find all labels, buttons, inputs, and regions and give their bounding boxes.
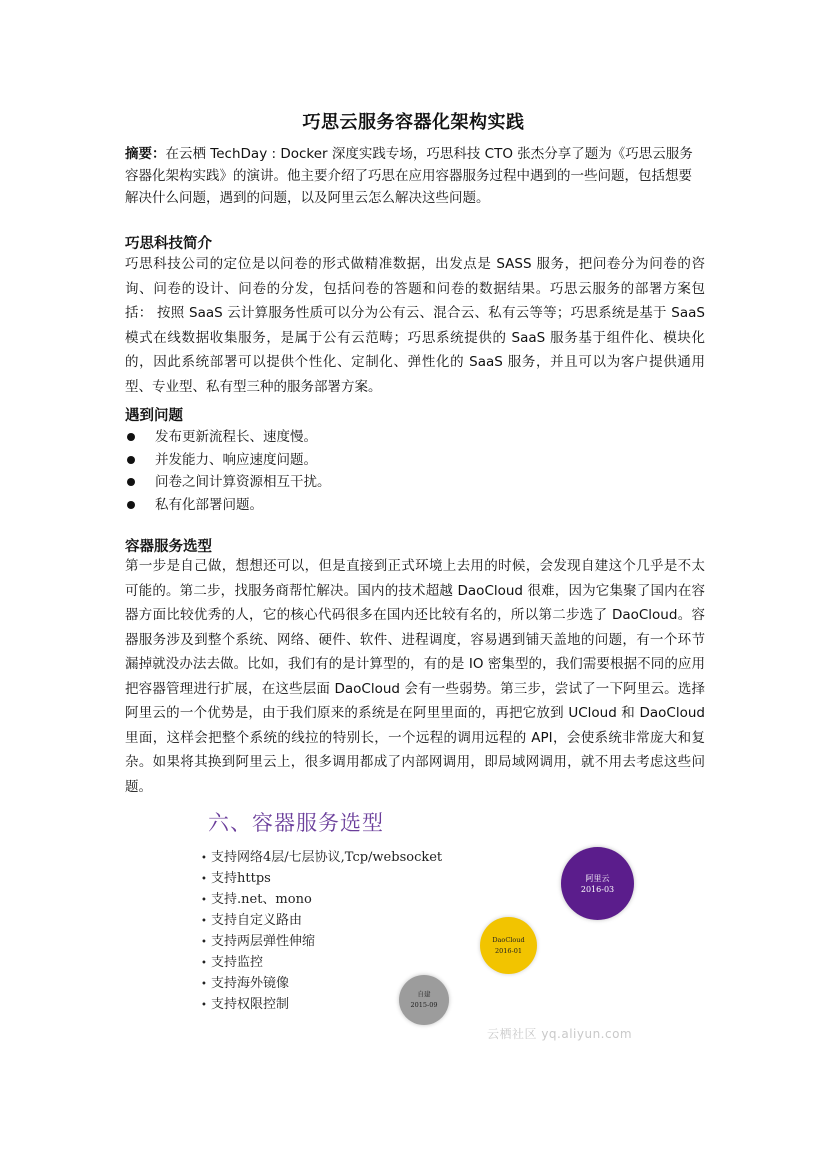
watermark: 云栖社区 yq.aliyun.com: [487, 1027, 633, 1041]
stage-circle-aliyun: [561, 847, 634, 920]
list-item: [125, 471, 331, 494]
feature-text: 支持.net、mono: [211, 892, 312, 907]
list-item-text: 私有化部署问题。: [155, 496, 263, 513]
list-item-text: 发布更新流程长、速度慢。: [155, 429, 317, 445]
list-item: [125, 426, 331, 449]
bullet-dot-icon: [127, 456, 135, 464]
stage-circle-self-built: [399, 975, 449, 1025]
bullet-dot-icon: [127, 433, 135, 441]
stage-date: 2015-09: [410, 1001, 438, 1009]
stage-name: DaoCloud: [492, 935, 525, 944]
document-title: 巧思云服务容器化架构实践: [302, 112, 525, 133]
section-text-intro: 巧思科技公司的定位是以问卷的形式做精准数据，出发点是 SASS 服务，把问卷分为问卷的咨询、问卷的设计、问卷的分发，包括问卷的答题和问卷的数据结果。巧思云服务的部署方案包括： 按照 SaaS 云计算服务性质可以分为公有云、混合云、私有云等等；巧思系统是基于 SaaS 模式在线数据收集服务，是属于公有云范畴；巧思系统提供的 SaaS 服务基于组件化、模块化的，因此系统部署可以提供个性化、定制化、弹性化的 SaaS 服务，并且可以为客户提供通用型、专业型、私有型三种的服务部署方案。: [125, 256, 705, 395]
bullet-dot-icon: [127, 478, 135, 486]
abstract-paragraph: [125, 143, 705, 209]
list-item: [201, 910, 442, 931]
bullet-icon: •: [201, 874, 207, 885]
list-item: [125, 494, 331, 517]
list-item: [201, 952, 442, 973]
feature-text: 支持权限控制: [211, 997, 290, 1012]
list-item-text: 并发能力、响应速度问题。: [155, 451, 317, 468]
problems-list: [125, 426, 331, 516]
bullet-icon: •: [201, 1000, 207, 1011]
bullet-icon: •: [201, 916, 207, 927]
section-heading-problems: 遇到问题: [125, 408, 183, 424]
list-item: [201, 868, 442, 889]
bullet-icon: •: [201, 979, 207, 990]
slide-image: [195, 795, 675, 1050]
feature-text: 支持https: [211, 871, 271, 886]
section-heading-selection: 容器服务选型: [125, 539, 212, 555]
section-heading-intro: 巧思科技简介: [125, 236, 212, 252]
list-item-text: 问卷之间计算资源相互干扰。: [155, 474, 331, 490]
list-item: [201, 931, 442, 952]
stage-date: 2016-03: [580, 884, 615, 894]
bullet-icon: •: [201, 853, 207, 864]
list-item: [201, 847, 442, 868]
abstract-label: 摘要：: [125, 146, 166, 162]
abstract-text: 在云栖 TechDay : Docker 深度实践专场，巧思科技 CTO 张杰分享了题为《巧思云服务容器化架构实践》的演讲。他主要介绍了巧思在应用容器服务过程中遇到的一些问题，包括想要解决什么问题，遇到的问题，以及阿里云怎么解决这些问题。: [125, 146, 693, 206]
stage-name: 阿里云: [585, 873, 610, 883]
feature-text: 支持两层弹性伸缩: [211, 934, 316, 949]
section-text-selection: 第一步是自己做，想想还可以，但是直接到正式环境上去用的时候，会发现自建这个几乎是不太可能的。第二步，找服务商帮忙解决。国内的技术超越 DaoCloud 很难，因为它集聚了国内在容器方面比较优秀的人，它的核心代码很多在国内还比较有名的，所以第二步选了 DaoCloud。容器服务涉及到整个系统、网络、硬件、软件、进程调度，容易遇到铺天盖地的问题，有一个环节漏掉就没办法去做。比如，我们有的是计算型的，有的是 IO 密集型的，我们需要根据不同的应用把容器管理进行扩展，在这些层面 DaoCloud 会有一些弱势。第三步，尝试了一下阿里云。选择阿里云的一个优势是，由于我们原来的系统是在阿里里面的，再把它放到 UCloud 和 DaoCloud 里面，这样会把整个系统的线拉的特别长，一个远程的调用远程的 API，会使系统非常庞大和复杂。如果将其换到阿里云上，很多调用都成了内部网调用，即局域网调用，就不用去考虑这些问题。: [125, 558, 705, 795]
bullet-icon: •: [201, 937, 207, 948]
slide-title: 六、容器服务选型: [208, 811, 384, 835]
list-item: [201, 889, 442, 910]
feature-text: 支持海外镜像: [211, 976, 290, 991]
stage-name: 自建: [417, 990, 431, 998]
bullet-icon: •: [201, 958, 207, 969]
stage-date: 2016-01: [494, 946, 522, 955]
bullet-icon: •: [201, 895, 207, 906]
stage-circle-daocloud: [480, 917, 537, 974]
feature-text: 支持网络4层/七层协议,Tcp/websocket: [211, 850, 443, 865]
feature-text: 支持自定义路由: [211, 913, 303, 928]
feature-text: 支持监控: [211, 955, 264, 970]
bullet-dot-icon: [127, 501, 135, 509]
list-item: [125, 449, 331, 472]
